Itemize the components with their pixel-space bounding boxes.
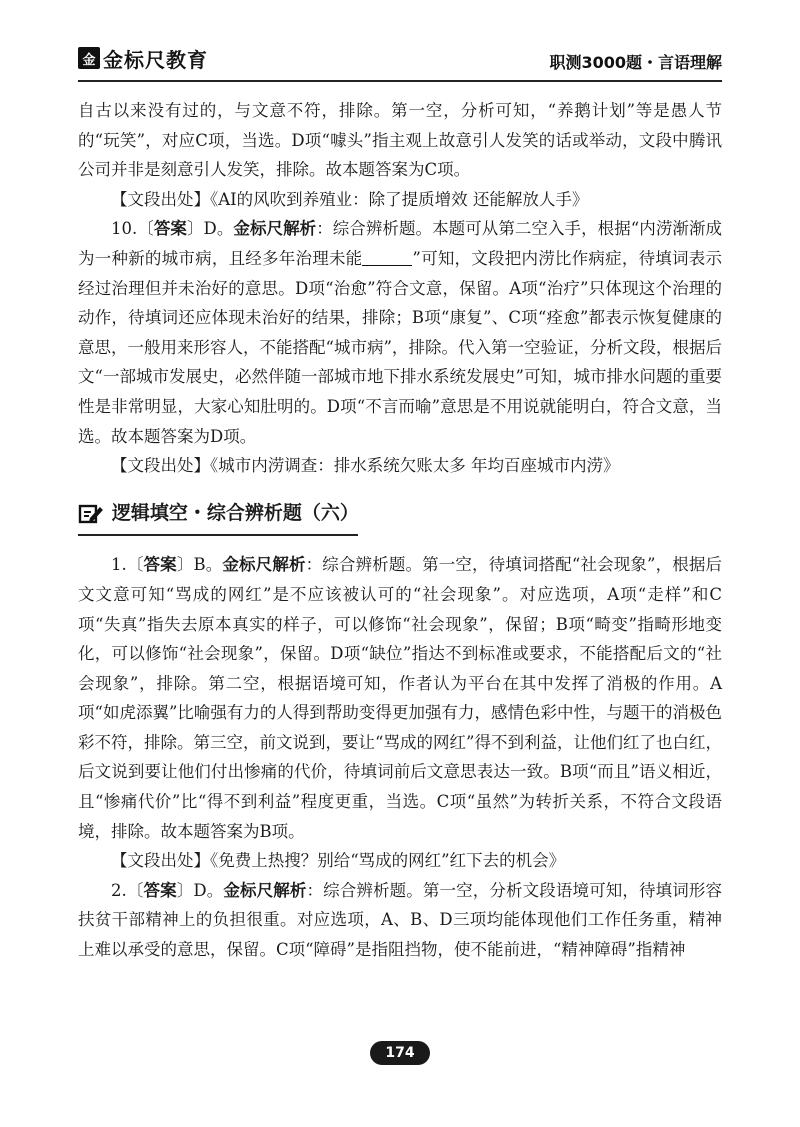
paragraph-continuation: 自古以来没有过的，与文意不符，排除。第一空，分析可知，“养鹅计划”等是愚人节的“玩笑”，对应C项，当选。D项“噱头”指主观上故意引人发笑的话或举动，文段中腾讯公司并非是刻意引人发笑，排除。故本题答案为C项。 [78, 101, 722, 180]
page-content [78, 96, 722, 965]
source-line: 【文段出处】《免费上热搜？别给“骂成的网红”红下去的机会》 [111, 851, 566, 871]
publisher-logo [78, 44, 208, 72]
logo-icon: 金 [78, 47, 100, 69]
book-title: 职测3000题・言语理解 [549, 53, 722, 72]
question-2-answer [78, 876, 722, 965]
logo-text: 金标尺教育 [103, 47, 208, 72]
answer-label: 答案 [153, 219, 187, 239]
edit-icon [78, 503, 104, 525]
analysis-label: 金标尺解析 [223, 880, 307, 900]
answer-label: 答案 [143, 880, 177, 900]
q10-prefix: 10.〔 [111, 219, 154, 239]
q2-answer-letter: 〕D。 [176, 880, 224, 900]
page-header [78, 40, 722, 82]
analysis-label: 金标尺解析 [222, 555, 306, 575]
source-line: 【文段出处】《城市内涝调查：排水系统欠账太多 年均百座城市内涝》 [111, 456, 620, 476]
q10-text-part2: ”可知，文段把内涝比作病症，待填词表示经过治理但并未治好的意思。D项“治愈”符合文意，保留。A项“治疗”只体现这个治理的动作，待填词还应体现未治好的结果，排除；B项“康复”、C项“痊愈”都表示恢复健康的意思，一般用来形容人，不能搭配“城市病”，排除。代入第一空验证，分析文段，根据后文“一部城市发展史，必然伴随一部城市地下排水系统发展史”可知，城市排水问题的重要性是非常明显，大家心知肚明的。D项“不言而喻”意思是不用说就能明白，符合文意，当选。故本题答案为D项。 [78, 248, 723, 446]
section-heading [78, 499, 358, 537]
q10-text-part1: ：综合辨析题。本题可从第二空入手，根据“内涝渐渐成为一种新的城市病，且经多年治理未能 [78, 219, 723, 268]
question-1-answer [78, 550, 722, 846]
q10-answer-letter: 〕D。 [186, 219, 234, 239]
q1-text: ：综合辨析题。第一空，待填词搭配“社会现象”，根据后文文意可知“骂成的网红”是不应该被认可的“社会现象”。对应选项，A项“走样”和C项“失真”指失去原本真实的样子，可以修饰“社会现象”，保留；B项“畸变”指畸形地变化，可以修饰“社会现象”，保留。D项“缺位”指达不到标准或要求，不能搭配后文的“社会现象”，排除。第二空，根据语境可知，作者认为平台在其中发挥了消极的作用。A项“如虎添翼”比喻强有力的人得到帮助变得更加强有力，感情色彩中性，与题干的消极色彩不符，排除。第三空，前文说到，要让“骂成的网红”得不到利益，让他们红了也白红，后文说到要让他们付出惨痛的代价，待填词前后文意思表达一致。B项“而且”语义相近，且“惨痛代价”比“得不到利益”程度更重，当选。C项“虽然”为转折关系，不符合文段语境，排除。故本题答案为B项。 [78, 555, 723, 841]
source-line: 【文段出处】《AI的风吹到养殖业：除了提质增效 还能解放人手》 [111, 189, 589, 209]
q2-text: ：综合辨析题。第一空，分析文段语境可知，待填词形容扶贫干部精神上的负担很重。对应选项，A、B、D三项均能体现他们工作任务重，精神上难以承受的意思，保留。C项“障碍”是指阻挡物，使不能前进，“精神障碍”指精神 [78, 880, 723, 960]
q1-answer-letter: 〕B。 [176, 555, 223, 575]
fill-blank [362, 248, 412, 266]
section-title: 逻辑填空・综合辨析题（六） [111, 501, 359, 524]
analysis-label: 金标尺解析 [233, 219, 317, 239]
q1-prefix: 1.〔 [111, 555, 144, 575]
answer-label: 答案 [143, 555, 177, 575]
question-10-answer [78, 214, 722, 451]
page-number: 174 [370, 1041, 430, 1065]
q2-prefix: 2.〔 [111, 880, 144, 900]
